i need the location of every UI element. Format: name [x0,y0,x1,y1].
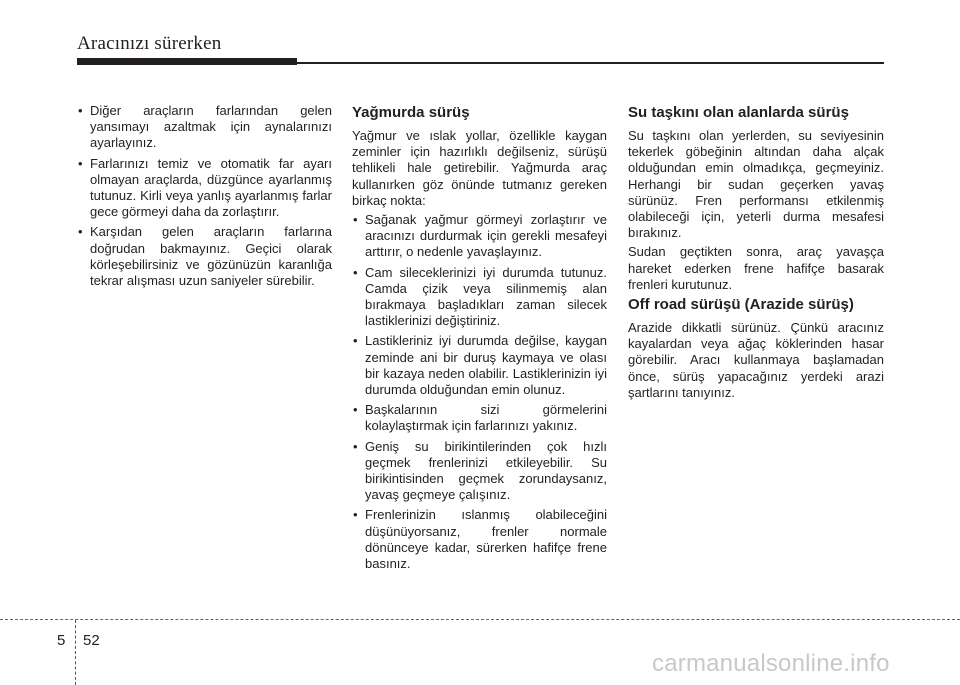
footer-divider [75,620,76,685]
column-3 [628,104,884,404]
section-heading-offroad: Off road sürüşü (Arazide sürüş) [628,296,854,314]
bullet-icon: • [78,103,83,118]
chapter-number: 5 [57,632,66,649]
footer-rule [0,619,960,620]
bullet-icon: • [353,212,358,228]
list-item: • Başkalarının sizi görmelerini kolaylaştırmak için farlarınızı yakınız. [353,402,607,434]
bullet-icon: • [353,438,358,454]
header-rule-thin [297,62,884,64]
flood-paragraph-1: Su taşkını olan yerlerden, su seviyesinin tekerlek göbeğinin altından daha alçak olduğundan emin olmadıkça, geçmeyiniz. Herhangi bir sudan geçerken yavaş sürünüz. Fren performansı etkilenmiş olabileceği için, yeterli durma mesafesi bırakınız. [628,128,884,241]
section-heading-flood: Su taşkını olan alanlarda sürüş [628,104,849,121]
list-item: • Geniş su birikintilerinden çok hızlı geçmek frenlerinizi etkileyebilir. Su birikintisinden geçmek zorundaysanız, yavaş geçmeye çalışınız. [353,438,607,503]
rain-bullet-list [352,212,607,572]
chapter-title: Aracınızı sürerken [77,33,222,54]
section-heading-rain: Yağmurda sürüş [352,104,470,121]
list-item: • Sağanak yağmur görmeyi zorlaştırır ve aracınızı durdurmak için gerekli mesafeyi arttırır, o nedenle yavaşlayınız. [353,212,607,260]
list-item: • Cam sileceklerinizi iyi durumda tutunuz. Camda çizik veya silinmemiş alan bırakmaya başladıkları zaman silecek lastiklerinizi değiştiriniz. [353,264,607,329]
list-item: • Lastikleriniz iyi durumda değilse, kaygan zeminde ani bir duruş kaymaya ve olası bir kazaya neden olabilir. Lastiklerinizin iyi durumda olduğundan emin olunuz. [353,333,607,398]
bullet-icon: • [353,264,358,280]
list-item: • Frenlerinizin ıslanmış olabileceğini düşünüyorsanız, frenler normale dönünceye kadar, sürerken hafifçe frene basınız. [353,507,607,572]
column-1 [77,103,332,293]
page-number: 52 [83,632,100,649]
bullet-icon: • [353,507,358,523]
bullet-icon: • [353,333,358,349]
offroad-paragraph: Arazide dikkatli sürünüz. Çünkü aracınız kayalardan veya ağaç köklerinden hasar görebilir. Aracı kullanmaya başlamadan önce, sürüş yapacağınız yerdeki arazi şartlarını tanıyınız. [628,320,884,400]
bullet-icon: • [78,155,83,171]
header-rule-thick [77,58,297,65]
list-item: • Diğer araçların farlarından gelen yansımayı azaltmak için aynalarınızı ayarlayınız. [78,103,332,151]
bullet-list [77,103,332,289]
bullet-icon: • [78,224,83,240]
bullet-icon: • [353,402,358,418]
column-2 [352,104,607,576]
list-item: • Karşıdan gelen araçların farlarına doğrudan bakmayınız. Geçici olarak körleşebilirsiniz ve gözünüzün karanlığa tekrar alışması uzun saniyeler sürebilir. [78,224,332,289]
flood-paragraph-2: Sudan geçtikten sonra, araç yavaşça hareket ederken frene hafifçe basarak frenleri kurutunuz. [628,244,884,292]
rain-intro-paragraph: Yağmur ve ıslak yollar, özellikle kaygan zeminler için hazırlıklı değilseniz, sürüşü tehlikeli hale getirebilir. Yağmurda araç kullanırken göz önünde tutmanız gereken birkaç nokta: [352,128,607,208]
watermark: carmanualsonline.info [652,650,890,677]
list-item: • Farlarınızı temiz ve otomatik far ayarı olmayan araçlarda, düzgünce ayarlanmış tutunuz. Kirli veya yanlış ayarlanmış farlar gece görmeyi daha da zorlaştırır. [78,155,332,220]
